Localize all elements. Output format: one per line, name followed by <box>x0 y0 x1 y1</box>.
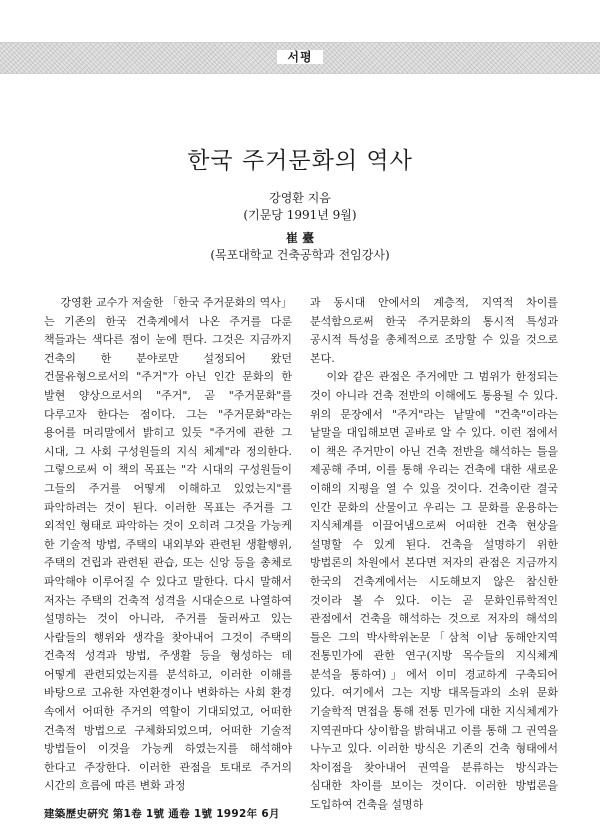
reviewer-name: 崔 臺 <box>285 231 315 245</box>
paragraph: 이와 같은 관점은 주거에만 그 범위가 한정되는 것이 아니라 건축 전반의 이해에도 통용될 수 있다. 위의 문장에서 "주거"라는 낱말에 "건축"이라는 낱말을 대입해보면 곧바로 알 수 있다. 이런 점에서 이 책은 주거만이 아닌 건축 전반을 해석하는 틀을 제공해 주며, 이를 통해 우리는 건축에 대한 새로운 이해의 지평을 열 수 있을 것이다. 건축이란 결국 인간 문화의 산물이고 우리는 그 문화를 운용하는 지식체계를 이끌어냄으로써 어떠한 건축 현상을 설명할 수 있게 된다. 건축을 설명하기 위한 방법론의 차원에서 본다면 저자의 관점은 지금까지 한국의 건축계에서는 시도해보지 않은 참신한 것이라 볼 수 있다. 이는 곧 문화인류학적인 관점에서 건축을 해석하는 것으로 저자의 해석의 틀은 그의 박사학위논문「삼척 이남 동해안지역 전통민가에 관한 연구(지방 목수들의 지식체계 분석을 통하여)」에서 이미 경교하게 구축되어 있다. 여기에서 그는 지방 대목들과의 소위 문화 기술학적 면접을 통해 전통 민가에 대한 지식체계가 지역권마다 상이함을 밝혀내고 이를 통해 그 권역을 나누고 있다. 이러한 방식은 기존의 건축 형태에서 차이점을 찾아내어 권역을 분류하는 방식과는 심대한 차이를 보이는 것이다. 이러한 방법론을 도입하여 건축을 설명하 <box>310 370 558 812</box>
section-label-text: 서평 <box>277 50 322 64</box>
section-label <box>0 42 600 72</box>
book-author: 강영환 지음 <box>269 191 331 205</box>
review-body <box>44 294 558 812</box>
journal-citation: 建築歷史硏究 第1卷 1號 通卷 1號 1992年 6月 <box>44 808 280 820</box>
right-column <box>310 294 558 812</box>
left-column <box>44 294 292 794</box>
paragraph: 과 동시대 안에서의 계층적, 지역적 차이를 분석함으로써 한국 주거문화의 통시적 특성과 공시적 특성을 총체적으로 조망할 수 있을 것으로 본다. <box>310 296 558 365</box>
book-publisher: (기문당 1991년 9월) <box>243 208 357 222</box>
reviewer-affiliation: (목포대학교 건축공학과 전임강사) <box>210 248 390 262</box>
review-title: 한국 주거문화의 역사 <box>187 148 413 174</box>
paragraph: 강영환 교수가 저술한 「한국 주거문화의 역사」는 기존의 한국 건축계에서 나온 주거를 다룬 책들과는 색다른 점이 눈에 띈다. 그것은 지금까지 건축의 한 분야로만 설정되어 왔던 건물유형으로서의 "주거"가 아닌 인간 문화의 한 발현 양상으로서의 "주거", 곧 "주거문화"를 다루고자 한다는 점이다. 그는 "주거문화"라는 용어를 머리말에서 밝히고 있듯 "주거에 관한 그 시대, 그 사회 구성원들의 지식 체계"라 정의한다. 그렇으로써 이 책의 목표는 "각 시대의 구성원들이 그들의 주거를 어떻게 이해하고 있었는지"를 파악하려는 것이 된다. 이러한 목표는 주거를 그 외적인 형태로 파악하는 것이 오히려 그것을 가능케 한 기술적 방법, 주택의 내외부와 관련된 생활행위, 주택의 건립과 관련된 관습, 또는 신앙 등을 총체로 파악해야 이루어질 수 있다고 말한다. 다시 말해서 저자는 주택의 건축적 성격을 시대순으로 나열하여 설명하는 것이 아니라, 주거를 둘러싸고 있는 사람들의 행위와 생각을 찾아내어 그것이 주택의 건축적 성격과 방법, 주생활 등을 형성하는 데 어떻게 관련되었는지를 분석하고, 이러한 이해를 바탕으로 고유한 자연환경이나 변화하는 사회 환경 속에서 어떠한 주거의 역할이 기대되었고, 어떠한 건축적 방법으로 구체화되었으며, 어떠한 기술적 방법들이 이것을 가능케 하였는지를 해석해야 한다고 주장한다. 이러한 관점을 토대로 주거의 시간의 흐름에 따른 변화 과정 <box>44 296 292 793</box>
